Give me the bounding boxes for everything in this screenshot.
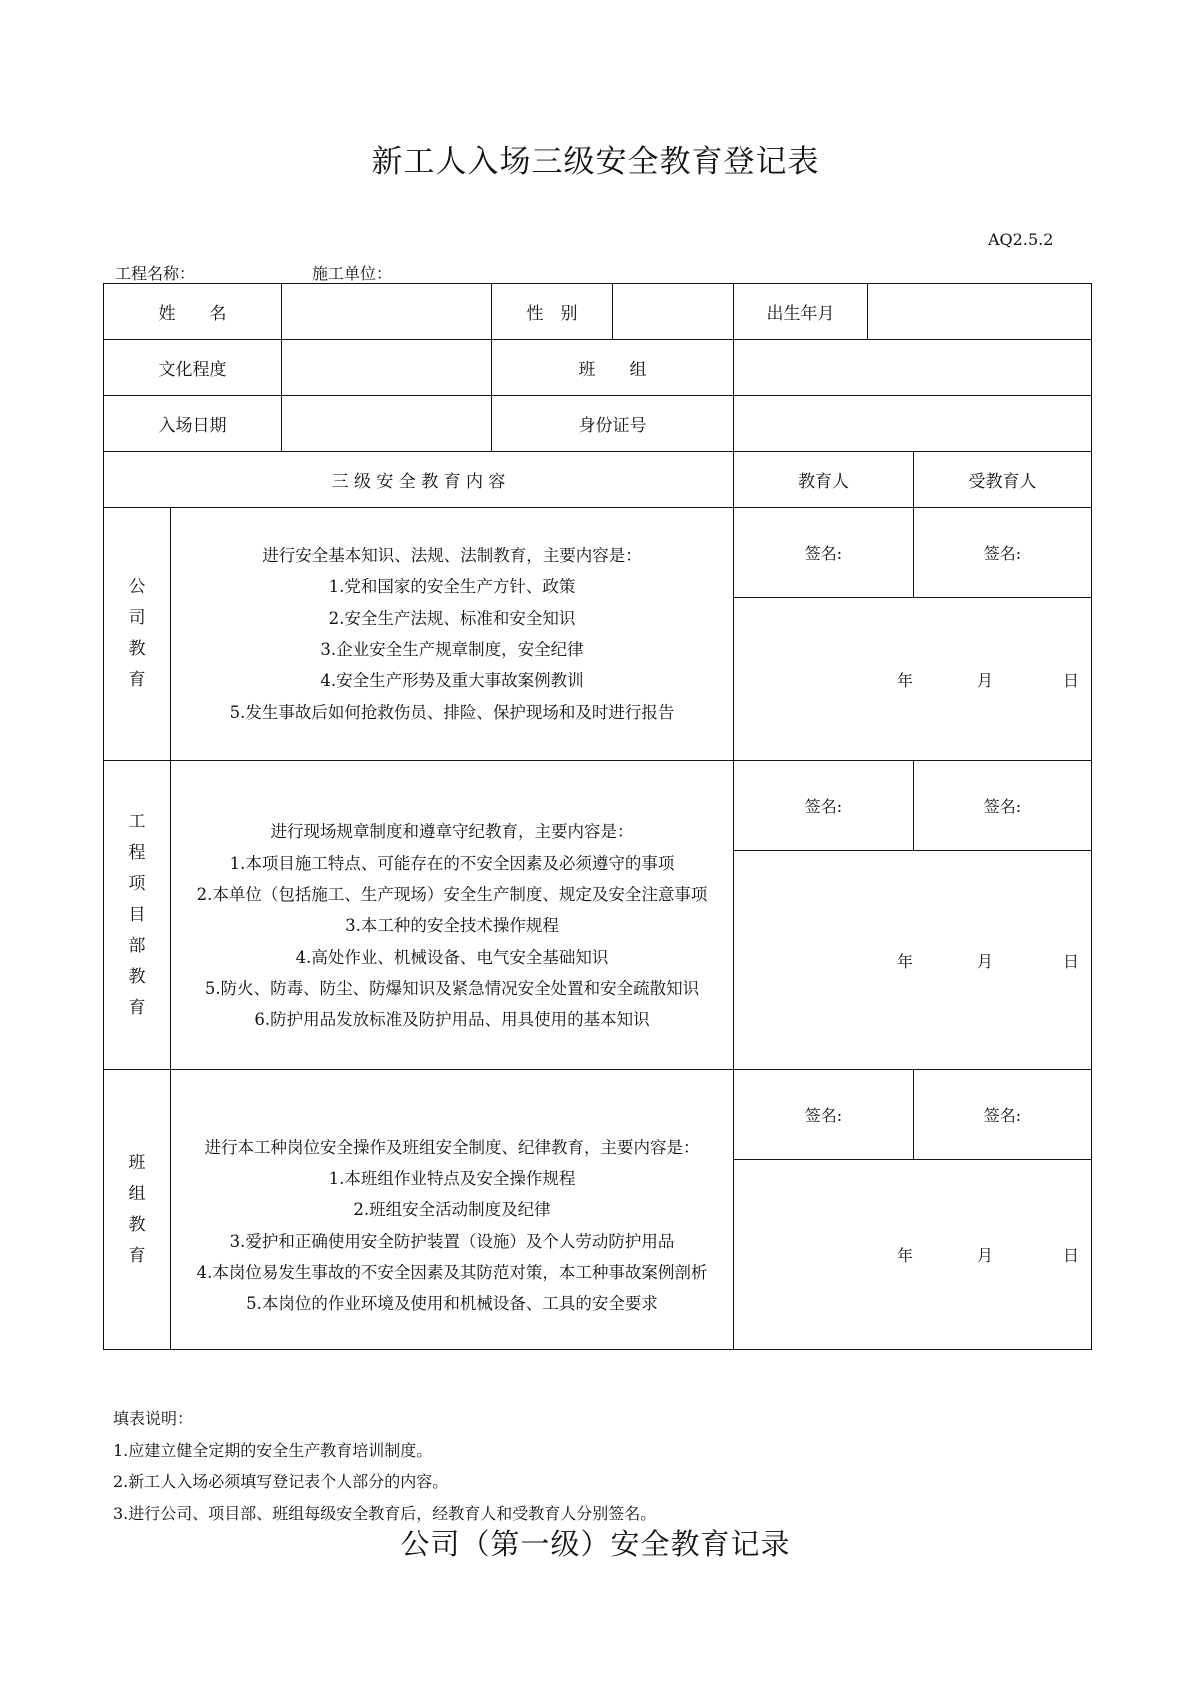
team-field[interactable]: [734, 340, 1092, 396]
next-section-title: 公司（第一级）安全教育记录: [400, 1527, 791, 1561]
name-label-cell: [104, 284, 282, 340]
educatee-signature-project[interactable]: [914, 761, 1092, 851]
content-line: 进行现场规章制度和遵章守纪教育，主要内容是：: [270, 822, 634, 842]
signature-label: 签名:: [804, 797, 843, 816]
construction-unit-label: 施工单位：: [312, 264, 393, 283]
entry-date-label: 入场日期: [158, 416, 227, 436]
educatee-header: 受教育人: [968, 472, 1037, 492]
signature-label: 签名:: [983, 1106, 1022, 1125]
gender-field[interactable]: [613, 284, 734, 340]
educator-header-cell: [734, 452, 914, 508]
content-line: 1.本班组作业特点及安全操作规程: [328, 1168, 576, 1188]
date-month-label: 月: [976, 670, 993, 690]
educator-signature-company[interactable]: [734, 508, 914, 598]
level-name-company: 公 司 教 育: [104, 508, 171, 761]
team-label-cell: [492, 340, 734, 396]
content-line: 4.本岗位易发生事故的不安全因素及其防范对策，本工种事故案例剖析: [196, 1262, 708, 1282]
content-line: 3.爱护和正确使用安全防护装置（设施）及个人劳动防护用品: [229, 1231, 675, 1251]
level-content-team: [171, 1070, 734, 1350]
note-item: 1.应建立健全定期的安全生产教育培训制度。: [113, 1440, 433, 1460]
project-name-label: 工程名称：: [115, 264, 196, 283]
content-line: 3.企业安全生产规章制度，安全纪律: [320, 640, 584, 659]
gender-label-cell: [492, 284, 613, 340]
form-code: AQ2.5.2: [988, 230, 1054, 249]
registration-table: [103, 283, 1092, 1350]
note-item: 3.进行公司、项目部、班组每级安全教育后，经教育人和受教育人分别签名。: [113, 1503, 657, 1523]
page-title: 新工人入场三级安全教育登记表: [371, 144, 820, 180]
level-content-project: [171, 761, 734, 1070]
name-label: 姓 名: [158, 304, 227, 324]
gender-label: 性 别: [526, 304, 578, 324]
content-line: 5.防火、防毒、防尘、防爆知识及紧急情况安全处置和安全疏散知识: [204, 978, 700, 998]
date-day-label: 日: [1062, 670, 1079, 690]
educatee-header-cell: [914, 452, 1092, 508]
fill-instructions: [113, 1403, 656, 1529]
birth-field[interactable]: [868, 284, 1092, 340]
content-line: 2.本单位（包括施工、生产现场）安全生产制度、规定及安全注意事项: [196, 885, 708, 905]
date-cell-company[interactable]: [734, 598, 1092, 761]
content-line: 6.防护用品发放标准及防护用品、用具使用的基本知识: [254, 1010, 650, 1030]
educator-signature-team[interactable]: [734, 1070, 914, 1160]
date-month-label: 月: [976, 1246, 993, 1265]
date-cell-project[interactable]: [734, 851, 1092, 1070]
signature-label: 签名:: [804, 1106, 843, 1125]
date-cell-team[interactable]: [734, 1160, 1092, 1350]
name-field[interactable]: [282, 284, 492, 340]
signature-label: 签名:: [983, 544, 1022, 563]
content-line: 2.班组安全活动制度及纪律: [353, 1200, 551, 1220]
level-content-company: [171, 508, 734, 761]
content-line: 进行安全基本知识、法规、法制教育，主要内容是：: [262, 546, 642, 566]
content-header: 三 级 安 全 教 育 内 容: [331, 472, 506, 492]
signature-label: 签名:: [804, 544, 843, 563]
content-line: 5.本岗位的作业环境及使用和机械设备、工具的安全要求: [246, 1294, 658, 1314]
content-line: 进行本工种岗位安全操作及班组安全制度、纪律教育，主要内容是：: [204, 1137, 700, 1157]
level-name-project: 工 程 项 目 部 教 育: [104, 761, 171, 1070]
educatee-signature-team[interactable]: [914, 1070, 1092, 1160]
educatee-signature-company[interactable]: [914, 508, 1092, 598]
date-month-label: 月: [976, 951, 993, 971]
education-label-cell: [104, 340, 282, 396]
date-year-label: 年: [896, 670, 913, 690]
signature-label: 签名:: [983, 797, 1022, 816]
id-label-cell: [492, 396, 734, 452]
id-number-field[interactable]: [734, 396, 1092, 452]
date-day-label: 日: [1062, 1246, 1079, 1265]
educator-header: 教育人: [798, 472, 849, 492]
note-item: 2.新工人入场必须填写登记表个人部分的内容。: [113, 1472, 449, 1491]
entry-date-label-cell: [104, 396, 282, 452]
content-header-cell: [104, 452, 734, 508]
date-day-label: 日: [1062, 951, 1079, 971]
birth-label: 出生年月: [766, 304, 835, 324]
educator-signature-project[interactable]: [734, 761, 914, 851]
content-line: 5.发生事故后如何抢救伤员、排险、保护现场和及时进行报告: [229, 702, 675, 722]
content-line: 4.安全生产形势及重大事故案例教训: [320, 671, 584, 691]
content-line: 1.本项目施工特点、可能存在的不安全因素及必须遵守的事项: [229, 853, 675, 873]
entry-date-field[interactable]: [282, 396, 492, 452]
date-year-label: 年: [896, 1246, 913, 1265]
content-line: 4.高处作业、机械设备、电气安全基础知识: [295, 947, 609, 967]
date-year-label: 年: [896, 951, 913, 971]
content-line: 3.本工种的安全技术操作规程: [345, 916, 559, 936]
team-label: 班 组: [578, 360, 647, 380]
birth-label-cell: [734, 284, 868, 340]
id-number-label: 身份证号: [578, 416, 647, 436]
notes-heading: 填表说明：: [113, 1409, 194, 1428]
content-line: 2.安全生产法规、标准和安全知识: [328, 608, 576, 628]
education-label: 文化程度: [158, 360, 227, 380]
content-line: 1.党和国家的安全生产方针、政策: [328, 577, 576, 597]
education-field[interactable]: [282, 340, 492, 396]
level-name-team: 班 组 教 育: [104, 1070, 171, 1350]
